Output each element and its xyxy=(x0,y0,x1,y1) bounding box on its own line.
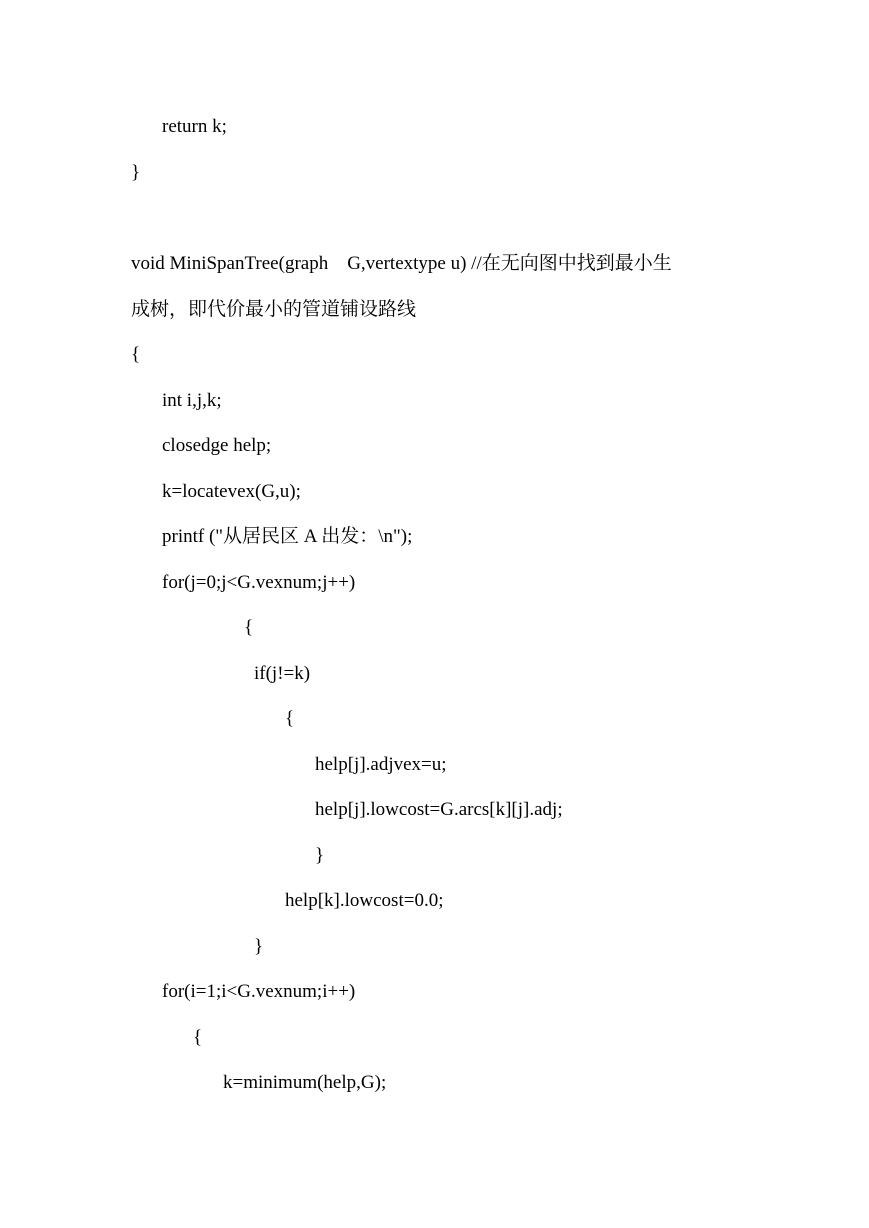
code-line-function-signature: void MiniSpanTree(graph G,vertextype u) //在无向图中找到最小生 xyxy=(131,253,672,274)
code-line-for-j: for(j=0;j<G.vexnum;j++) xyxy=(162,572,356,593)
code-line-help-lowcost-arcs: help[j].lowcost=G.arcs[k][j].adj; xyxy=(315,799,563,820)
code-line-comment-continuation: 成树，即代价最小的管道铺设路线 xyxy=(131,299,417,320)
code-line-return-k: return k; xyxy=(162,116,227,137)
code-line-declare-ijk: int i,j,k; xyxy=(162,390,222,411)
code-line-declare-help: closedge help; xyxy=(162,435,272,456)
code-line-help-k-lowcost: help[k].lowcost=0.0; xyxy=(285,890,444,911)
code-line-open-brace: { xyxy=(193,1027,203,1048)
code-line-open-brace: { xyxy=(285,708,295,729)
code-line-close-brace: } xyxy=(315,845,325,866)
code-line-if-j-not-k: if(j!=k) xyxy=(254,663,311,684)
code-line-minimum: k=minimum(help,G); xyxy=(223,1072,387,1093)
code-line-help-adjvex: help[j].adjvex=u; xyxy=(315,754,447,775)
code-line-open-brace: { xyxy=(131,344,141,365)
code-line-for-i: for(i=1;i<G.vexnum;i++) xyxy=(162,981,356,1002)
code-line-open-brace: { xyxy=(244,617,254,638)
code-line-printf: printf ("从居民区 A 出发：\n"); xyxy=(162,526,413,547)
code-line-close-brace: } xyxy=(254,936,264,957)
code-line-close-brace: } xyxy=(131,162,141,183)
code-line-locatevex: k=locatevex(G,u); xyxy=(162,481,301,502)
